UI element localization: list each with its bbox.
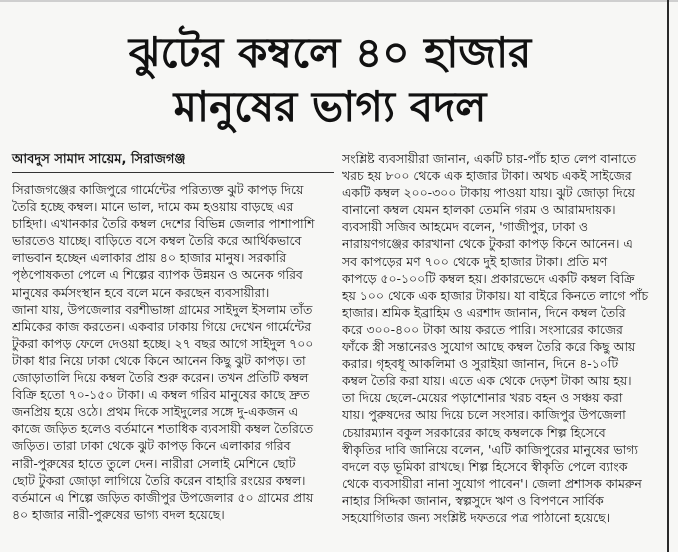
text-line: হাজার। শ্রমিক ইব্রাহিম ও এরশাদ জানান, দিনে কম্বল তৈরি bbox=[342, 304, 626, 320]
text-line: কাজে জড়িত হলেও বর্তমানে শতাধিক ব্যবসায়ী কম্বল তৈরিতে bbox=[12, 421, 314, 437]
text-line: স্বীকৃতির দাবি জানিয়ে বলেন, 'এটি কাজিপুরের মানুষের ভাগ্য bbox=[342, 441, 638, 457]
text-line: করার। গৃহবধূ আকলিমা ও সুরাইয়া জানান, দিনে ৪-১০টি bbox=[342, 356, 619, 372]
text-line: একটি কম্বল ২০০-৩০০ টাকায় পাওয়া যায়। ঝুট জোড়া দিয়ে bbox=[342, 185, 635, 201]
text-line: সহযোগিতার জন্য সংশ্লিষ্ট দফতরে পত্র পাঠানো হয়েছে। bbox=[342, 509, 611, 525]
text-line: করে ৩০০-৪০০ টাকা আয় করতে পারি। সংসারের কাজের bbox=[342, 321, 623, 337]
text-line: নারায়ণগঞ্জের কারখানা থেকে টুকরা কাপড় কিনে আনেন। এ bbox=[342, 236, 633, 252]
text-line: বিক্রি হতো ৭০-১৫০ টাকা। এ কম্বল গরিব মানুষের কাছে দ্রুত bbox=[12, 387, 310, 403]
text-line: খরচ হয় ৮০০ থেকে এক হাজার টাকা। অথচ একই সাইজের bbox=[342, 168, 632, 184]
text-line: ভারতেও যাচ্ছে। বাড়িতে বসে কম্বল তৈরি করে আর্থিকভাবে bbox=[12, 233, 302, 249]
text-line: থেকে ব্যবসায়ীরা নানা সুযোগ পাবেন'। জেলা প্রশাসক কামরুন bbox=[342, 475, 642, 491]
text-line: লাভবান হচ্ছেন এলাকার প্রায় ৪০ হাজার মানুষ। সরকারি bbox=[12, 250, 287, 266]
text-line: পৃষ্ঠপোষকতা পেলে এ শিল্পের ব্যাপক উন্নয়ন ও অনেক গরিব bbox=[12, 267, 303, 283]
text-line: ৪০ হাজার নারী-পুরুষের ভাগ্য বদল হয়েছে। bbox=[12, 506, 225, 522]
text-line: সিরাজগঞ্জের কাজিপুরে গার্মেন্টের পরিত্যক্ত ঝুট কাপড় দিয়ে bbox=[12, 182, 304, 197]
text-line: নারী-পুরুষের হাতে তুলে দেন। নারীরা সেলাই মেশিনে ছোট bbox=[12, 455, 296, 471]
top-border bbox=[0, 0, 678, 2]
text-line: বদলে বড় ভূমিকা রাখছে। শিল্প হিসেবে স্বীকৃতি পেলে ব্যাংক bbox=[342, 458, 628, 474]
text-line: টুকরা কাপড় ফেলে দেওয়া হচ্ছে। ২৭ বছর আগে সাইদুল ৭০০ bbox=[12, 335, 314, 351]
text-line: চাহিদা। এখানকার তৈরি কম্বল দেশের বিভিন্ন জেলার পাশাপাশি bbox=[12, 216, 315, 232]
text-line: জোড়াতালি দিয়ে কম্বল তৈরি শুরু করেন। তখন প্রতিটি কম্বল bbox=[12, 370, 309, 386]
text-line: সংশ্লিষ্ট ব্যবসায়ীরা জানান, একটি চার-পাঁচ হাত লেপ বানাতে bbox=[342, 151, 637, 166]
text-line: ব্যবসায়ী সজিব আহমেদ বলেন, 'গাজীপুর, ঢাকা ও bbox=[342, 219, 589, 235]
text-line: তা দিয়ে ছেলে-মেয়ের পড়াশোনার খরচ বহন ও সঞ্চয় করা bbox=[342, 390, 623, 406]
article-column-2 bbox=[342, 150, 664, 526]
headline-line-2: মানুষের ভাগ্য বদল bbox=[173, 82, 487, 131]
text-line: সব কাপড়ের মণ ৭০০ থেকে দুই হাজার টাকা। প্রতি মণ bbox=[342, 253, 608, 269]
text-line: নাহার সিদ্দিকা জানান, স্বল্পসুদে ঋণ ও বিপণনে সার্বিক bbox=[342, 492, 604, 508]
text-line: হয় ১০০ থেকে এক হাজার টাকায়। যা বাইরে কিনতে লাগে পাঁচ bbox=[342, 287, 649, 303]
text-line: জনপ্রিয় হয়ে ওঠে। প্রথম দিকে সাইদুলের সঙ্গে দু-একজন এ bbox=[12, 404, 298, 420]
text-line: কাপড়ে ৫০-১০০টি কম্বল হয়। প্রকারভেদে একটি কম্বল বিক্রি bbox=[342, 270, 635, 286]
text-line: কম্বল তৈরি করা যায়। এতে এক থেকে দেড়শ টাকা আয় হয়। bbox=[342, 373, 632, 389]
article-column-1 bbox=[12, 181, 334, 523]
text-line: ছোট টুকরা জোড়া লাগিয়ে তৈরি করেন বাহারি রংয়ের কম্বল। bbox=[12, 472, 306, 488]
text-line: টাকা ধার নিয়ে ঢাকা থেকে কিনে আনেন কিছু ঝুট কাপড়। তা bbox=[12, 352, 306, 368]
text-line: বর্তমানে এ শিল্পে জড়িত কাজীপুর উপজেলার ৫০ গ্রামের প্রায় bbox=[12, 489, 314, 505]
byline-rule bbox=[12, 172, 334, 173]
text-line: ফাঁকে স্ত্রী সন্তানেরও সুযোগ আছে কম্বল তৈরি করে কিছু আয় bbox=[342, 339, 636, 355]
byline: আবদুস সামাদ সায়েম, সিরাজগঞ্জ bbox=[12, 152, 186, 167]
headline-line-1: ঝুটের কম্বলে ৪০ হাজার bbox=[128, 28, 532, 77]
column-divider-right bbox=[667, 0, 669, 552]
text-line: যায়। পুরুষদের আয় দিয়ে চলে সংসার। কাজিপুর উপজেলা bbox=[342, 407, 626, 423]
text-line: তৈরি হচ্ছে কম্বল। মানে ভাল, দামে কম হওয়ায় বাড়ছে এর bbox=[12, 199, 294, 215]
text-line: শ্রমিকের কাজ করতেন। একবার ঢাকায় গিয়ে দেখেন গার্মেন্টের bbox=[12, 318, 312, 334]
text-line: চেয়ারম্যান বকুল সরকারের কাছে কম্বলকে শিল্প হিসেবে bbox=[342, 424, 606, 440]
headline bbox=[0, 26, 660, 134]
text-line: মানুষের কর্মসংস্থান হবে বলে মনে করছেন ব্যবসায়ীরা। bbox=[12, 284, 270, 300]
text-line: জানা যায়, উপজেলার বরশীভাঙ্গা গ্রামের সাইদুল ইসলাম তাঁত bbox=[12, 301, 313, 317]
text-line: জড়িত। তারা ঢাকা থেকে ঝুট কাপড় কিনে এলাকার গরিব bbox=[12, 438, 291, 454]
text-line: বানানো কম্বল যেমন হালকা তেমনি গরম ও আরামদায়ক। bbox=[342, 202, 616, 218]
